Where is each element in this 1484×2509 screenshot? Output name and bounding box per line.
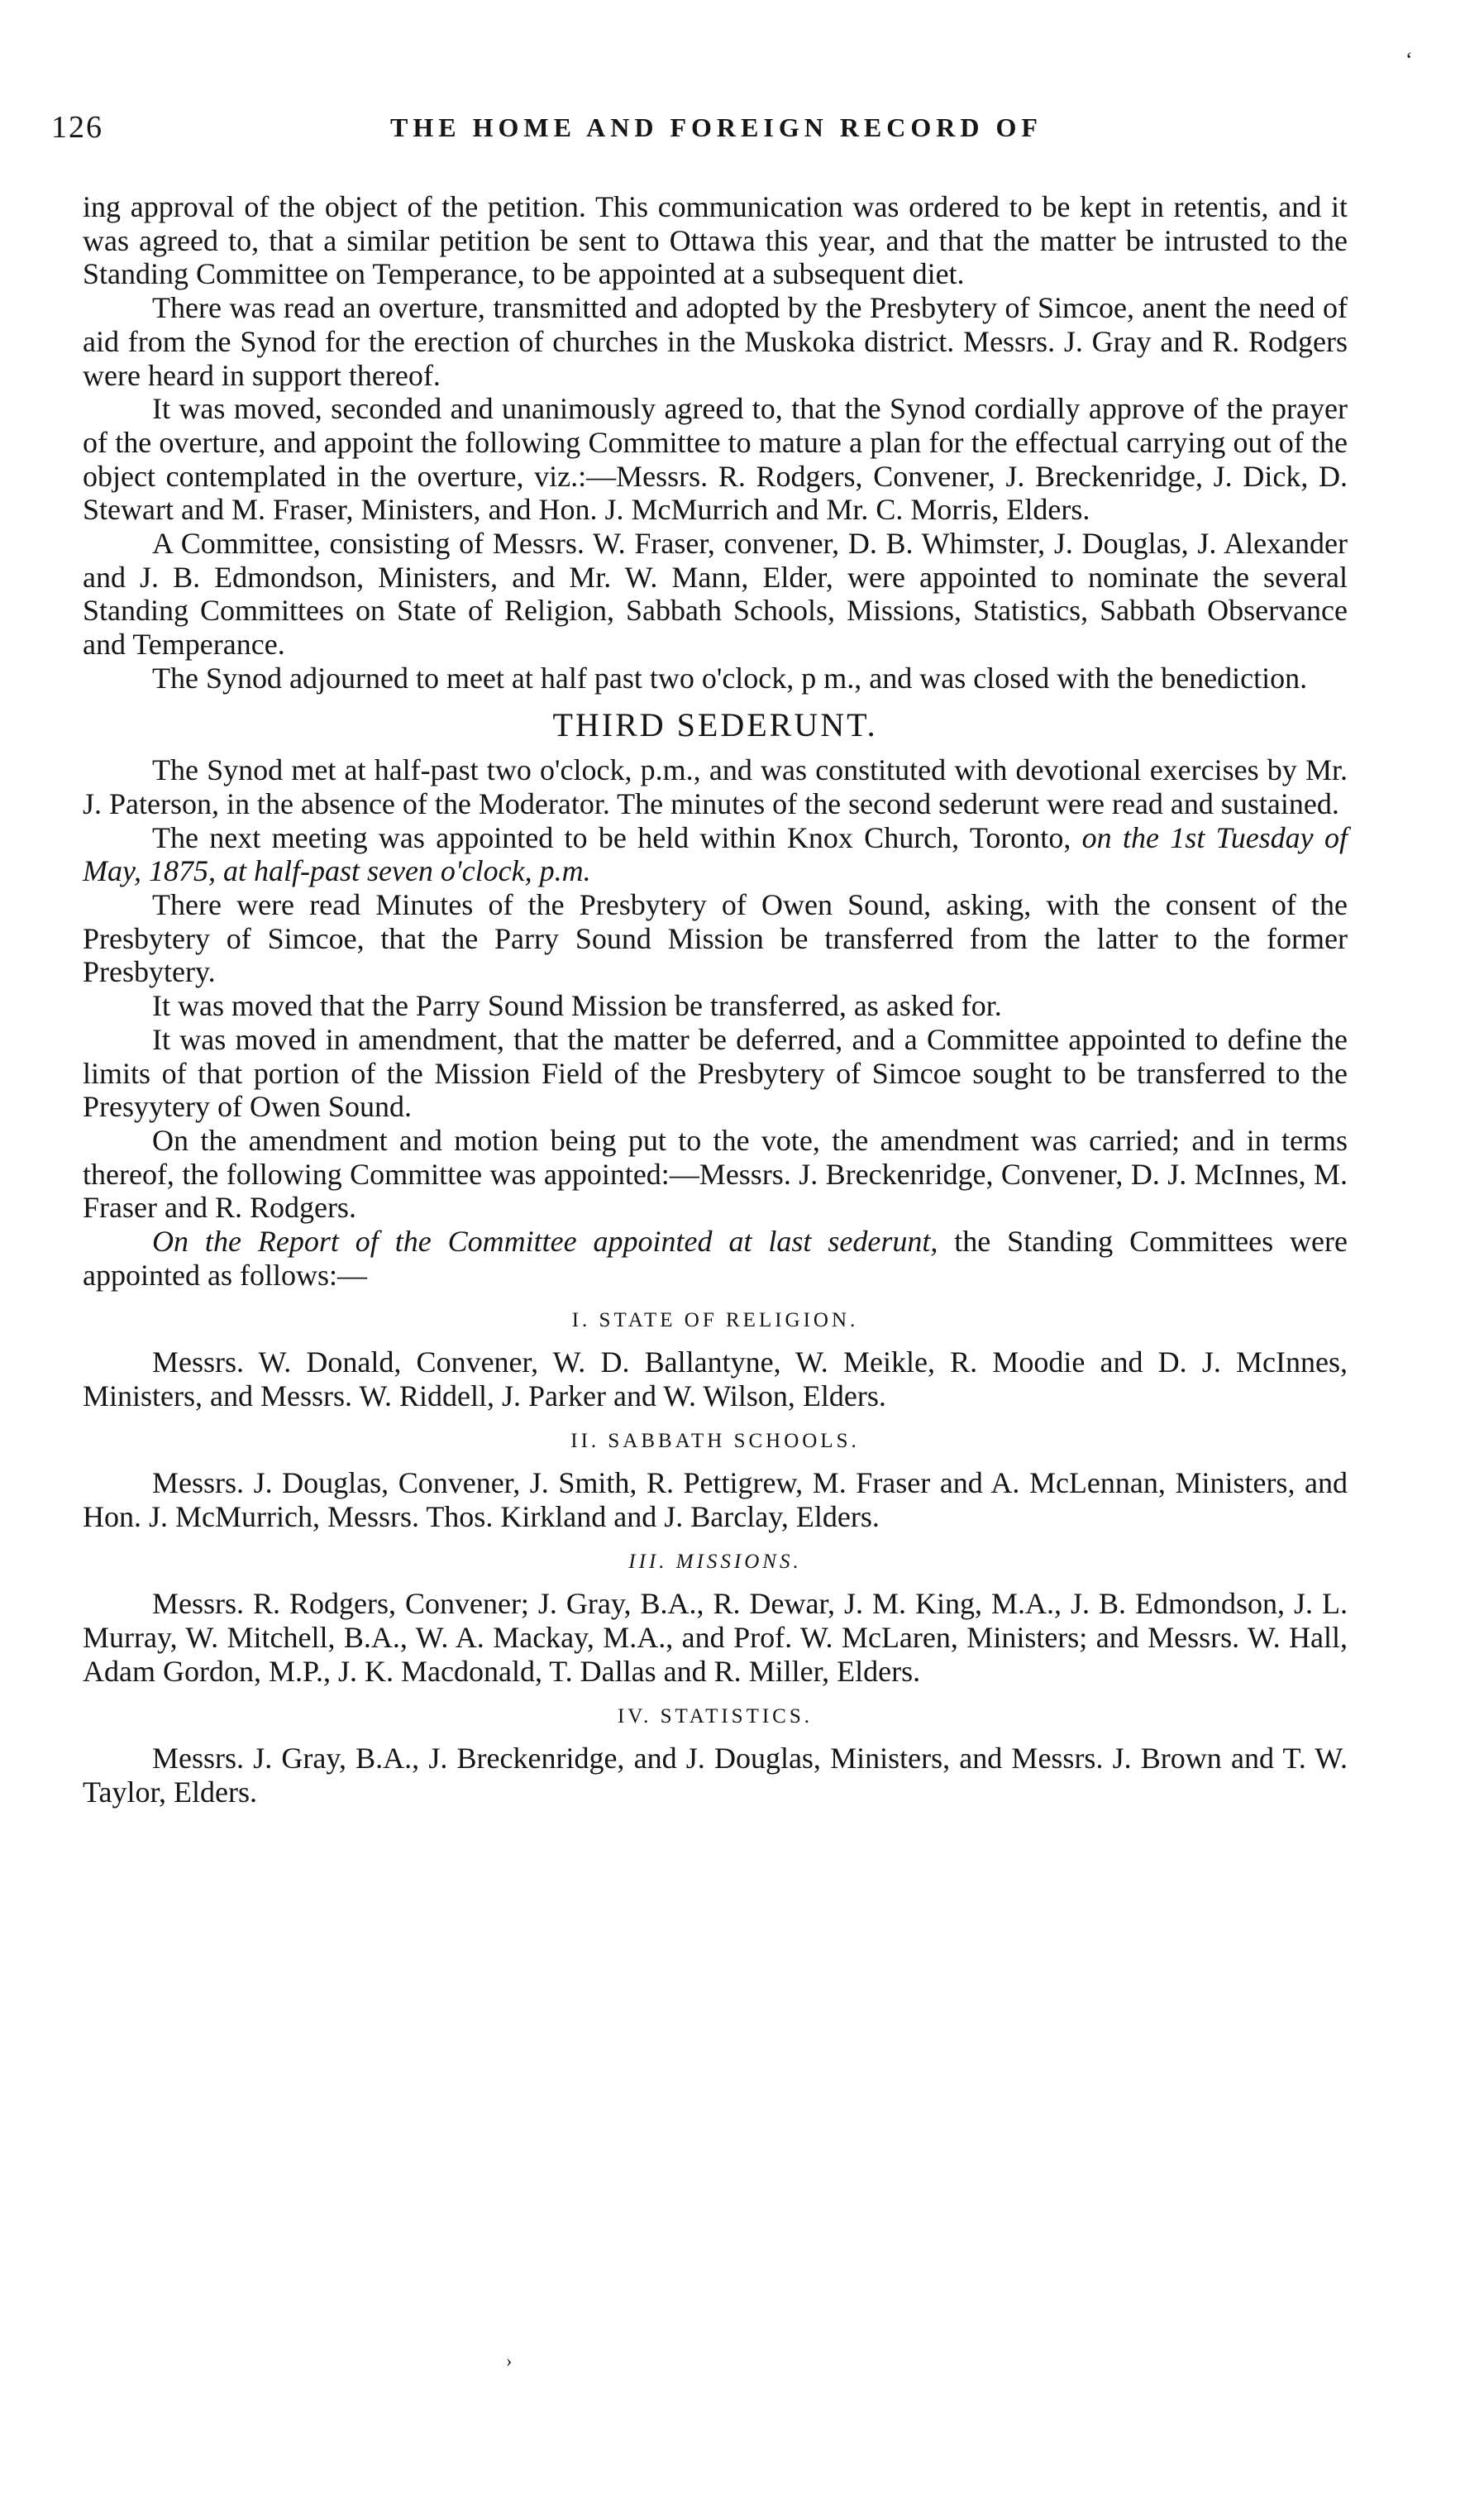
- paragraph-amendment: It was moved in amendment, that the matter be deferred, and a Committee appointed to define the limits of that portion of the Mission Field of the Presbytery of Simcoe sought to be transferred to the Presyytery of Owen Sound.: [83, 1022, 1348, 1124]
- stray-mark: ›: [506, 2350, 513, 2371]
- committee-heading-religion: I. STATE OF RELIGION.: [571, 1308, 859, 1331]
- paragraph-committee: A Committee, consisting of Messrs. W. Fraser, convener, D. B. Whimster, J. Douglas, J. Alexander and J. B. Edmondson, Ministers, and Mr. W. Mann, Elder, were appointed to nominate the several Standing Committees on State of Religion, Sabbath Schools, Missions, Statistics, Sabbath Observance and Temperance.: [83, 527, 1348, 662]
- committee-text-religion: Messrs. W. Donald, Convener, W. D. Ballantyne, W. Meikle, R. Moodie and D. J. McInnes, Ministers, and Messrs. W. Riddell, J. Parker and W. Wilson, Elders.: [83, 1345, 1348, 1412]
- next-meeting-date: on the 1st Tuesday of May, 1875, at half-past seven o'clock, p.m.: [83, 820, 1348, 888]
- paragraph-motion: It was moved, seconded and unanimously agreed to, that the Synod cordially approve of the prayer of the overture, and appoint the following Committee to mature a plan for the effectual carrying out of the object contemplated in the overture, viz.:—Messrs. R. Rodgers, Convener, J. Breckenridge, J. Dick, D. Stewart and M. Fraser, Ministers, and Hon. J. McMurrich and Mr. C. Morris, Elders.: [83, 392, 1348, 527]
- paragraph-minutes-owen-sound: There were read Minutes of the Presbytery of Owen Sound, asking, with the consent of the Presbytery of Simcoe, that the Parry Sound Mission be transferred from the latter to the former Presbytery.: [83, 888, 1348, 989]
- report-intro: On the Report of the Committee appointed at last sederunt,: [152, 1225, 938, 1259]
- paragraph-adjourned: The Synod adjourned to meet at half past two o'clock, p m., and was closed with the benediction.: [152, 661, 1308, 695]
- page-number: 126: [51, 110, 103, 145]
- body-text: [83, 190, 1348, 1809]
- committee-heading-missions: III. MISSIONS.: [628, 1550, 802, 1573]
- committee-heading-sabbath-schools: II. SABBATH SCHOOLS.: [570, 1429, 860, 1452]
- paragraph-report: [83, 1225, 1348, 1292]
- committee-text-sabbath-schools: Messrs. J. Douglas, Convener, J. Smith, R. Pettigrew, M. Fraser and A. McLennan, Ministers, and Hon. J. McMurrich, Messrs. Thos. Kirkland and J. Barclay, Elders.: [83, 1466, 1348, 1534]
- corner-mark: ‘: [1405, 48, 1413, 72]
- page-header: [51, 109, 1424, 159]
- paragraph-synod-met: The Synod met at half-past two o'clock, p.m., and was constituted with devotional exercises by Mr. J. Paterson, in the absence of the Moderator. The minutes of the second sederunt were read and sustained.: [83, 753, 1348, 820]
- paragraph-petition: ing approval of the object of the petition. This communication was ordered to be kept in retentis, and it was agreed to, that a similar petition be sent to Ottawa this year, and that the matter be intrusted to the Standing Committee on Temperance, to be appointed at a subsequent diet.: [83, 190, 1348, 291]
- paragraph-next-meeting: [83, 821, 1348, 888]
- committee-text-statistics: Messrs. J. Gray, B.A., J. Breckenridge, and J. Douglas, Ministers, and Messrs. J. Brown and T. W. Taylor, Elders.: [83, 1742, 1348, 1809]
- paragraph-overture: There was read an overture, transmitted and adopted by the Presbytery of Simcoe, anent the need of aid from the Synod for the erection of churches in the Muskoka district. Messrs. J. Gray and R. Rodgers were heard in support thereof.: [83, 291, 1348, 392]
- paragraph-vote: On the amendment and motion being put to the vote, the amendment was carried; and in terms thereof, the following Committee was appointed:—Messrs. J. Breckenridge, Convener, D. J. McInnes, M. Fraser and R. Rodgers.: [83, 1123, 1348, 1225]
- report-rest: the Standing Committees were appointed as follows:—: [83, 1225, 1348, 1292]
- committee-text-missions: Messrs. R. Rodgers, Convener; J. Gray, B.A., R. Dewar, J. M. King, M.A., J. B. Edmondson, J. L. Murray, W. Mitchell, B.A., W. A. Mackay, M.A., and Prof. W. McLaren, Ministers; and Messrs. W. Hall, Adam Gordon, M.P., J. K. Macdonald, T. Dallas and R. Miller, Elders.: [83, 1587, 1348, 1688]
- section-heading-third-sederunt: THIRD SEDERUNT.: [552, 705, 878, 743]
- next-meeting-text: The next meeting was appointed to be held within Knox Church, Toronto,: [152, 820, 1071, 854]
- committee-heading-statistics: IV. STATISTICS.: [617, 1704, 814, 1728]
- paragraph-moved-transfer: It was moved that the Parry Sound Mission be transferred, as asked for.: [152, 989, 1002, 1023]
- running-title: THE HOME AND FOREIGN RECORD OF: [390, 112, 1043, 142]
